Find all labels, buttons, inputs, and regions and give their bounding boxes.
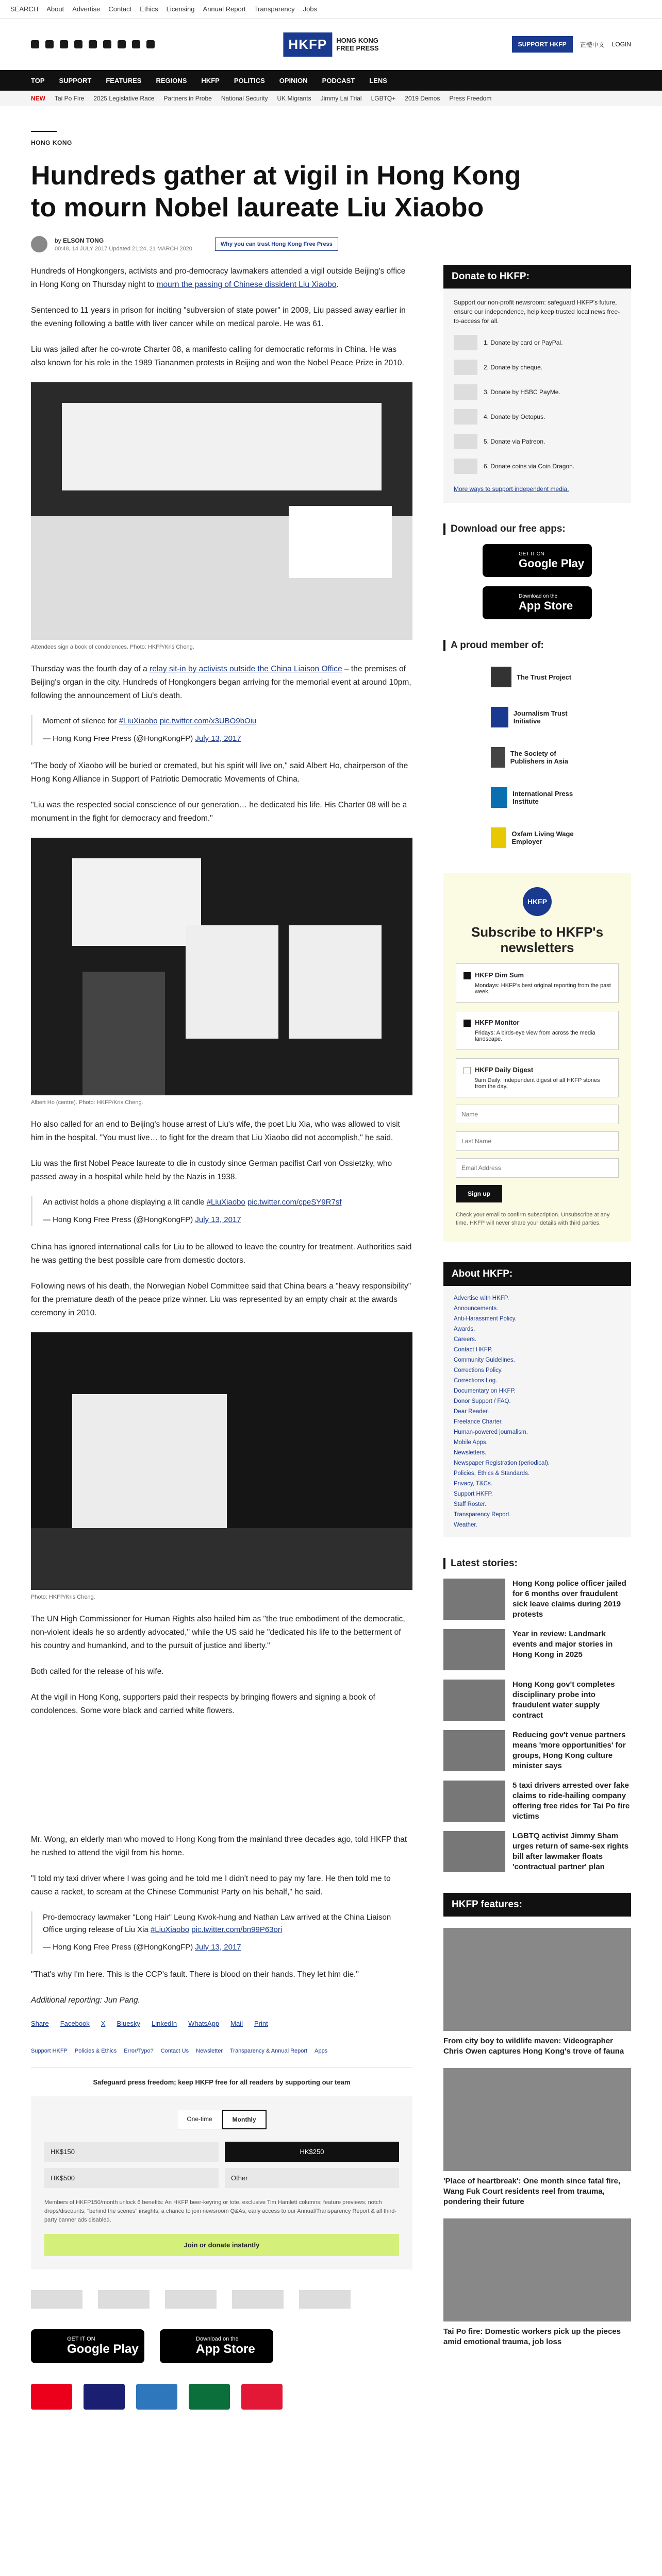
feature-title[interactable]: From city boy to wildlife maven: Videographer Chris Owen captures Hong Kong's trove of fauna (443, 2037, 624, 2056)
member-logo[interactable] (491, 743, 584, 772)
story-title[interactable]: LGBTQ activist Jimmy Sham urges return of same-sex rights bill after lawmaker floats 'contractual partner' plan (512, 1832, 629, 1872)
feature-title[interactable]: Tai Po fire: Domestic workers pick up the pieces amid emotional trauma, job loss (443, 2327, 621, 2347)
photo-condolences (31, 382, 412, 640)
logo-box: HKFP (283, 32, 332, 57)
donate-step-label: 3. Donate by HSBC PayMe. (484, 388, 560, 396)
latest-story[interactable] (443, 1579, 631, 1620)
photo-caption: Attendees sign a book of condolences. Photo: HKFP/Kris Cheng. (31, 644, 194, 650)
subnav-item[interactable]: Jimmy Lai Trial (320, 95, 362, 102)
about-link[interactable]: Support HKFP. (454, 1491, 493, 1498)
sign-up-button[interactable]: Sign up (456, 1185, 502, 1202)
paragraph: Hundreds of Hongkongers, activists and pro-democracy lawmakers attended a vigil outside Beijing's office in Hong Kong on Thursday night to mourn the passing of Chinese dissident Liu Xiaobo. (31, 267, 406, 289)
story-thumbnail[interactable] (443, 1680, 505, 1721)
about-link[interactable]: Human-powered journalism. (454, 1429, 528, 1436)
top-link[interactable]: Licensing (166, 5, 195, 13)
subnav-item[interactable]: 2025 Legislative Race (93, 95, 155, 102)
one-time-tab[interactable]: One-time (177, 2110, 222, 2129)
paragraph: Mr. Wong, an elderly man who moved to Hong Kong from the mainland three decades ago, told HKFP that he rushed to attend the vigil from his home. (31, 1835, 407, 1857)
login-link[interactable]: LOGIN (611, 41, 631, 48)
membership-benefits: Members of HKFP150/month unlock 6 benefits: An HKFP beer-keyring or tote, exclusive Tim Hamlett columns; feature previews; notch drops/discounts; "behind the scenes" insights; a chance to join newsroom Q&As; early access to our Annual/Transparency Report & all third-party banner ads disabled. (44, 2199, 397, 2223)
subnav-item[interactable]: UK Migrants (277, 95, 311, 102)
checkbox[interactable] (464, 1020, 471, 1027)
partner-logo[interactable] (232, 2290, 284, 2309)
share-link[interactable]: X (101, 2020, 106, 2027)
about-link[interactable]: Staff Roster. (454, 1501, 487, 1508)
nav-item[interactable]: LENS (369, 76, 387, 84)
donation-box (31, 2096, 412, 2269)
hashtag-link[interactable]: #LiuXiaobo (119, 717, 158, 725)
facebook-icon[interactable] (31, 40, 39, 48)
donate-widget (443, 265, 631, 503)
newsletter-name: HKFP Dim Sum (475, 971, 524, 979)
amount-option[interactable]: HK$150 (44, 2142, 219, 2162)
inline-link[interactable]: mourn the passing of Chinese dissident Liu Xiaobo (156, 280, 337, 289)
nav-item[interactable]: HKFP (201, 76, 220, 84)
trust-link[interactable]: Why you can trust Hong Kong Free Press (215, 238, 338, 251)
about-link[interactable]: Awards. (454, 1326, 475, 1333)
paragraph: Liu was the first Nobel Peace laureate to die in custody since German pacifist Carl von Ossietzky, who passed away in a hospital while held by the Nazis in 1938. (31, 1159, 392, 1181)
paragraph: Sentenced to 11 years in prison for inciting "subversion of state power" in 2009, Liu passed away earlier in the evening following a battle with liver cancer while on medical parole. He was 61. (31, 306, 406, 328)
about-link[interactable]: Dear Reader. (454, 1409, 489, 1415)
payment-icon (454, 360, 477, 375)
newsletter-desc: Mondays: HKFP's best original reporting from the past week. (475, 982, 611, 995)
member-mark-icon (491, 667, 511, 687)
footer-link[interactable]: Apps (315, 2048, 328, 2054)
about-link[interactable]: Policies, Ethics & Standards. (454, 1470, 530, 1477)
donate-step[interactable] (454, 360, 621, 375)
chinese-link[interactable]: 正體中文 (580, 41, 605, 48)
unionpay-icon (241, 2384, 283, 2410)
person-image (82, 972, 165, 1095)
about-link[interactable]: Careers. (454, 1336, 477, 1343)
top-bar (0, 0, 662, 19)
mastercard-icon (31, 2384, 72, 2410)
about-link[interactable]: Freelance Charter. (454, 1419, 503, 1426)
payment-icon (454, 335, 477, 350)
newsletter-logo: HKFP (523, 887, 552, 916)
about-link[interactable]: Community Guidelines. (454, 1357, 515, 1364)
newsletter-option[interactable] (456, 963, 619, 1003)
logo-text: HONG KONG FREE PRESS (336, 37, 379, 52)
publish-dates: 00:48, 14 JULY 2017 Updated 21:24, 21 MARCH 2020 (55, 245, 192, 252)
top-link[interactable]: Transparency (254, 5, 295, 13)
embedded-tweet: An activist holds a phone displaying a lit candle #LiuXiaobo pic.twitter.com/cpeSY9R7sf — Hong Kong Free Press (@HongKongFP) July 13, 2017 (31, 1196, 412, 1226)
app-store-button[interactable]: Download on the App Store (483, 586, 592, 619)
nav-item[interactable]: PODCAST (322, 76, 355, 84)
about-title: About HKFP: (443, 1262, 631, 1286)
story-thumbnail[interactable] (443, 1629, 505, 1670)
top-link[interactable]: About (46, 5, 64, 13)
payment-icon (454, 434, 477, 449)
crowd-image (31, 1528, 412, 1590)
amount-option[interactable]: HK$500 (44, 2168, 219, 2188)
latest-story[interactable] (443, 1629, 631, 1670)
jcb-icon (189, 2384, 230, 2410)
article-kicker[interactable]: HONG KONG (31, 139, 72, 146)
member-name: Journalism Trust Initiative (513, 709, 568, 725)
photo-vigil-crowd (31, 1332, 412, 1590)
story-thumbnail[interactable] (443, 1579, 505, 1620)
newsletter-widget (443, 873, 631, 1242)
donate-step[interactable] (454, 409, 621, 425)
additional-reporting: Additional reporting: Jun Pang. (31, 1996, 140, 2005)
partner-logo[interactable] (165, 2290, 217, 2309)
member-name: Oxfam Living Wage Employer (511, 830, 574, 845)
footer-link[interactable]: Error/Typo? (124, 2048, 154, 2054)
embedded-tweet: Pro-democracy lawmaker "Long Hair" Leung Kwok-hung and Nathan Law arrived at the China Liaison Office urging release of Liu Xia #LiuXiaobo pic.twitter.com/bn99P63ori — Hong Kong Free Press (@HongKongFP) July 13, 2017 (31, 1911, 412, 1954)
nav-item[interactable]: POLITICS (234, 76, 265, 84)
about-link[interactable]: Newspaper Registration (periodical). (454, 1460, 550, 1467)
footer-link[interactable]: Contact Us (160, 2048, 189, 2054)
instagram-icon[interactable] (60, 40, 68, 48)
subnav-item[interactable]: National Security (221, 95, 268, 102)
feature-thumbnail[interactable] (443, 2068, 631, 2171)
story-thumbnail[interactable] (443, 1730, 505, 1771)
email-input[interactable] (456, 1158, 619, 1178)
tweet-date-link[interactable]: July 13, 2017 (195, 734, 241, 743)
newsletter-note: Check your email to confirm subscription. Unsubscribe at any time. HKFP will never share your details with third parties. (456, 1212, 610, 1227)
photo-caption: Photo: HKFP/Kris Cheng. (31, 1594, 95, 1600)
tweet-date-link[interactable]: July 13, 2017 (195, 1215, 241, 1224)
about-link[interactable]: Corrections Log. (454, 1378, 498, 1384)
subnav-item[interactable]: LGBTQ+ (371, 95, 396, 102)
site-logo[interactable] (283, 32, 378, 57)
newsletter-name: HKFP Monitor (475, 1019, 520, 1027)
donate-step[interactable] (454, 434, 621, 449)
author-avatar (31, 236, 47, 252)
footer-link[interactable]: Transparency & Annual Report (230, 2048, 308, 2054)
share-link[interactable]: Bluesky (117, 2020, 140, 2027)
about-link[interactable]: Documentary on HKFP. (454, 1388, 516, 1395)
feature-thumbnail[interactable] (443, 2218, 631, 2321)
top-link[interactable]: Advertise (72, 5, 101, 13)
member-logo[interactable] (491, 703, 584, 732)
support-hkfp-button[interactable]: SUPPORT HKFP (512, 36, 573, 53)
top-link[interactable]: Jobs (303, 5, 318, 13)
about-link[interactable]: Corrections Policy. (454, 1367, 503, 1374)
paragraph: Liu was jailed after he co-wrote Charter 08, a manifesto calling for democratic reforms in China. He was also known for his role in the 1989 Tiananmen protests in Beijing and won the Nobel Peace Prize in 2010. (31, 345, 404, 367)
last-name-input[interactable] (456, 1131, 619, 1151)
member-logo[interactable] (491, 783, 584, 812)
share-link[interactable]: WhatsApp (188, 2020, 220, 2027)
nav-item[interactable]: REGIONS (156, 76, 187, 84)
about-widget (443, 1262, 631, 1537)
rss-icon[interactable] (146, 40, 155, 48)
app-store-button[interactable]: Download on the App Store (160, 2329, 273, 2363)
share-link[interactable]: LinkedIn (152, 2020, 177, 2027)
share-bar (31, 2020, 412, 2027)
donate-step-label: 5. Donate via Patreon. (484, 438, 545, 445)
story-title[interactable]: Hong Kong gov't completes disciplinary probe into fraudulent water supply contract (512, 1680, 615, 1720)
footer-link[interactable]: Policies & Ethics (74, 2048, 117, 2054)
amount-option[interactable]: Other (225, 2168, 399, 2188)
story-title[interactable]: Hong Kong police officer jailed for 6 months over fraudulent sick leave claims during 2019 protests (512, 1579, 626, 1619)
amount-options (44, 2142, 399, 2188)
header-right (512, 36, 631, 53)
member-logo[interactable] (491, 823, 584, 852)
partner-logo[interactable] (299, 2290, 351, 2309)
tweet-date-link[interactable]: July 13, 2017 (195, 1943, 241, 1952)
paragraph: "I told my taxi driver where I was going and he told me I didn't need to pay my fare. He then told me to cause a racket, to scream at the Chinese Communist Party on his behalf," he said. (31, 1874, 391, 1896)
donate-step[interactable] (454, 335, 621, 350)
footer-link[interactable]: Newsletter (196, 2048, 223, 2054)
member-name: International Press Institute (512, 790, 573, 805)
footer-link[interactable]: Support HKFP (31, 2048, 68, 2054)
nav-item[interactable]: SUPPORT (59, 76, 92, 84)
subnav-item[interactable]: Press Freedom (449, 95, 492, 102)
paragraph: Thursday was the fourth day of a relay sit-in by activists outside the China Liaison Office – the premises of Beijing's organ in the city. Hundreds of Hongkongers began arriving for the memorial event at around 10pm, following the announcement of Liu's death. (31, 665, 411, 700)
partner-logos (31, 2290, 412, 2309)
about-link[interactable]: Donor Support / FAQ. (454, 1398, 511, 1405)
more-ways-link[interactable]: More ways to support independent media. (454, 485, 569, 493)
whatsapp-icon[interactable] (118, 40, 126, 48)
paragraph: At the vigil in Hong Kong, supporters paid their respects by bringing flowers and signing a book of condolences. Some wore black and carried white flowers. (31, 1693, 375, 1715)
site-header (0, 19, 662, 70)
embedded-tweet: Moment of silence for #LiuXiaobo pic.twitter.com/x3UBO9bOiu — Hong Kong Free Press (@HongKongFP) July 13, 2017 (31, 715, 412, 745)
about-link[interactable]: Weather. (454, 1522, 477, 1529)
youtube-icon[interactable] (89, 40, 97, 48)
nav-item[interactable]: TOP (31, 76, 45, 84)
about-link[interactable]: Transparency Report. (454, 1512, 511, 1518)
payment-icon (454, 384, 477, 400)
checkbox[interactable] (464, 972, 471, 979)
share-link[interactable]: Mail (230, 2020, 243, 2027)
feature-story[interactable] (443, 2218, 631, 2347)
tweet-pic-link[interactable]: pic.twitter.com/bn99P63ori (191, 1925, 283, 1934)
about-link[interactable]: Advertise with HKFP. (454, 1295, 509, 1302)
portrait-poster-image (72, 858, 201, 946)
share-link[interactable]: Facebook (60, 2020, 90, 2027)
threads-icon[interactable] (74, 40, 82, 48)
apps-title: Download our free apps: (443, 523, 631, 535)
newsletter-name: HKFP Daily Digest (475, 1066, 534, 1074)
inline-link[interactable]: relay sit-in by activists outside the China Liaison Office (150, 665, 342, 673)
member-mark-icon (491, 707, 508, 727)
author-name[interactable]: by ELSON TONG (55, 236, 104, 244)
sub-nav (0, 91, 662, 106)
member-name: The Trust Project (517, 673, 572, 681)
feature-thumbnail[interactable] (443, 1928, 631, 2031)
latest-story[interactable] (443, 1730, 631, 1771)
share-link[interactable]: Print (254, 2020, 268, 2027)
story-title[interactable]: Reducing gov't venue partners means 'more opportunities' for groups, Hong Kong culture minister says (512, 1731, 626, 1771)
latest-story[interactable] (443, 1781, 631, 1822)
top-links (10, 5, 325, 13)
newsletter-option[interactable] (456, 1011, 619, 1050)
share-link[interactable]: Share (31, 2020, 49, 2027)
donate-step-label: 1. Donate by card or PayPal. (484, 339, 563, 346)
feature-story[interactable] (443, 1928, 631, 2057)
member-mark-icon (491, 787, 507, 808)
first-name-input[interactable] (456, 1105, 619, 1124)
subnav-item[interactable]: Partners in Probe (163, 95, 212, 102)
about-link[interactable]: Privacy, T&Cs. (454, 1481, 492, 1487)
amount-option-selected[interactable]: HK$250 (225, 2142, 399, 2162)
google-play-button[interactable]: GET IT ON Google Play (31, 2329, 144, 2363)
paragraph: "That's why I'm here. This is the CCP's fault. There is blood on their hands. They let him die." (31, 1970, 359, 1979)
latest-story[interactable] (443, 1680, 631, 1721)
newsletter-title: Subscribe to HKFP's newsletters (471, 924, 604, 955)
photo-albert-ho (31, 838, 412, 1095)
payment-icon (454, 459, 477, 474)
paragraph: The UN High Commissioner for Human Rights also hailed him as "the true embodiment of the democratic, non-violent ideals he so ardently advocated," while the US said he "dedicated his life to the betterment of his country and humankind, and to the pursuit of justice and liberty." (31, 1615, 405, 1650)
checkbox[interactable] (464, 1067, 471, 1074)
visa-icon (84, 2384, 125, 2410)
donate-step-label: 6. Donate coins via Coin Dragon. (484, 463, 575, 470)
poster-image (186, 925, 278, 1039)
byline (31, 236, 631, 252)
paragraph: "Liu was the respected social conscience of our generation… he dedicated his life. His Charter 08 will be a monument in the fight for democracy and freedom." (31, 801, 407, 823)
paragraph: Both called for the release of his wife. (31, 1667, 164, 1676)
story-thumbnail[interactable] (443, 1781, 505, 1822)
donate-step-label: 4. Donate by Octopus. (484, 413, 545, 420)
story-thumbnail[interactable] (443, 1831, 505, 1872)
donate-intro: Support our non-profit newsroom: safeguard HKFP's future, ensure our independence, help keep trusted local news free-to-access for all. (454, 299, 620, 325)
subnav-item[interactable]: 2019 Demos (405, 95, 440, 102)
about-link[interactable]: Anti-Harassment Policy. (454, 1316, 517, 1323)
new-badge: NEW (31, 95, 45, 102)
poster-image (289, 925, 382, 1039)
donate-step-label: 2. Donate by cheque. (484, 364, 543, 371)
about-link[interactable]: Mobile Apps. (454, 1439, 488, 1446)
member-mark-icon (491, 747, 505, 768)
telegram-icon[interactable] (132, 40, 140, 48)
about-link[interactable]: Contact HKFP. (454, 1347, 493, 1353)
member-mark-icon (491, 827, 506, 848)
about-link[interactable]: Announcements. (454, 1306, 499, 1312)
donate-step[interactable] (454, 384, 621, 400)
join-donate-button[interactable]: Join or donate instantly (44, 2234, 399, 2256)
safeguard-text: Safeguard press freedom; keep HKFP free for all readers by supporting our team (31, 2067, 412, 2086)
x-icon[interactable] (45, 40, 54, 48)
linkedin-icon[interactable] (103, 40, 111, 48)
story-title[interactable]: Year in review: Landmark events and major stories in Hong Kong in 2025 (512, 1630, 613, 1659)
feature-story[interactable] (443, 2068, 631, 2207)
paragraph: "The body of Xiaobo will be buried or cremated, but his spirit will live on," said Albert Ho, chairperson of the Hong Kong Alliance in Support of Patriotic Democratic Movements of China. (31, 761, 408, 784)
monthly-tab[interactable]: Monthly (222, 2110, 267, 2129)
feature-title[interactable]: 'Place of heartbreak': One month since fatal fire, Wang Fuk Court residents reel from trauma, pondering their future (443, 2177, 621, 2207)
main-nav (0, 70, 662, 91)
article-title: Hundreds gather at vigil in Hong Kong to mourn Nobel laureate Liu Xiaobo (31, 161, 521, 223)
latest-title: Latest stories: (443, 1558, 631, 1569)
subnav-item[interactable]: Tai Po Fire (55, 95, 85, 102)
app-store-buttons (31, 2329, 412, 2363)
condolence-book-image (289, 506, 392, 578)
about-link[interactable]: Newsletters. (454, 1450, 487, 1456)
features-title: HKFP features: (443, 1893, 631, 1917)
top-link[interactable]: Contact (108, 5, 132, 13)
top-link[interactable]: SEARCH (10, 5, 39, 13)
article-body (31, 265, 412, 2410)
social-icons (31, 40, 155, 48)
top-link[interactable]: Annual Report (203, 5, 246, 13)
top-link[interactable]: Ethics (140, 5, 158, 13)
paragraph: China has ignored international calls for Liu to be allowed to leave the country for treatment. Authorities said he was getting the best possible care from domestic doctors. (31, 1243, 412, 1265)
paragraph: Following news of his death, the Norwegian Nobel Committee said that China bears a "heavy responsibility" for the premature death of the peace prize winner. Liu was represented by an empty chair at the awards ceremony in 2010. (31, 1282, 411, 1317)
partner-logo[interactable] (31, 2290, 82, 2309)
tweet-pic-link[interactable]: pic.twitter.com/cpeSY9R7sf (247, 1198, 342, 1207)
banner-image (62, 403, 382, 490)
nav-item[interactable]: FEATURES (106, 76, 142, 84)
photo-caption: Albert Ho (centre). Photo: HKFP/Kris Cheng. (31, 1099, 143, 1106)
donate-title: Donate to HKFP: (443, 265, 631, 289)
embed-spacer (31, 1730, 412, 1833)
donate-step[interactable] (454, 459, 621, 474)
paragraph: Ho also called for an end to Beijing's house arrest of Liu's wife, the poet Liu Xia, who was allowed to visit him in the hospital. "You must live… to fight for the dream that Liu Xiaobo did not accomplish," he said. (31, 1120, 400, 1142)
google-play-button[interactable]: GET IT ON Google Play (483, 544, 592, 577)
payment-icon (454, 409, 477, 425)
nav-item[interactable]: OPINION (279, 76, 308, 84)
member-name: The Society of Publishers in Asia (510, 750, 569, 765)
poster-image (72, 1394, 227, 1528)
hashtag-link[interactable]: #LiuXiaobo (206, 1198, 245, 1207)
title-rule (31, 131, 57, 132)
sidebar (443, 265, 631, 2410)
article-footer-links (31, 2048, 412, 2054)
member-logo[interactable] (491, 663, 584, 691)
latest-story[interactable] (443, 1831, 631, 1872)
hashtag-link[interactable]: #LiuXiaobo (151, 1925, 190, 1934)
newsletter-desc: Fridays: A birds-eye view from across the media landscape. (475, 1030, 595, 1043)
payment-cards (31, 2384, 412, 2410)
member-title: A proud member of: (443, 640, 631, 651)
partner-logo[interactable] (98, 2290, 150, 2309)
amex-icon (136, 2384, 177, 2410)
story-title[interactable]: 5 taxi drivers arrested over fake claims to ride-hailing company offering free rides for Tai Po fire victims (512, 1781, 630, 1821)
tweet-pic-link[interactable]: pic.twitter.com/x3UBO9bOiu (159, 717, 257, 725)
newsletter-option[interactable] (456, 1058, 619, 1097)
newsletter-desc: 9am Daily: Independent digest of all HKFP stories from the day. (475, 1077, 600, 1090)
frequency-toggle (44, 2110, 399, 2129)
